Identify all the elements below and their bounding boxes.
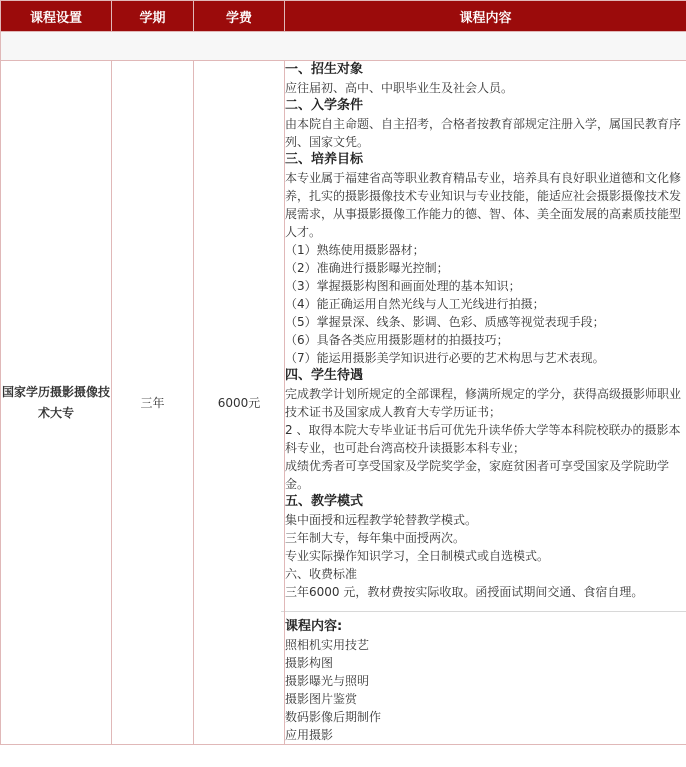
goal-item: （7）能运用摄影美学知识进行必要的艺术构思与艺术表现。: [285, 351, 605, 365]
section-text-goals: 本专业属于福建省高等职业教育精品专业，培养具有良好职业道德和文化修养，扎实的摄影摄像技术专业知识与专业技能，能适应社会摄影摄像技术发展需求，从事摄影摄像工作能力的德、智、体、美全面发展的高素质技能型人才。: [285, 171, 682, 239]
courses-title: 课程内容:: [285, 619, 343, 634]
course-item: 数码影像后期制作: [285, 710, 382, 724]
spacer-row: [1, 32, 686, 61]
section-text-enrollment: 应往届初、高中、中职毕业生及社会人员。: [285, 81, 514, 95]
section-text-fees: 三年6000 元，教材费按实际收取。函授面试期间交通、食宿自理。: [285, 585, 644, 599]
course-content: [285, 61, 686, 745]
section-title-benefits: 四、学生待遇: [285, 368, 364, 383]
course-name: 国家学历摄影摄像技术大专: [1, 61, 112, 745]
goal-item: （5）掌握景深、线条、影调、色彩、质感等视觉表现手段；: [285, 315, 605, 329]
spacer-cell: [1, 32, 686, 61]
goal-item: （1）熟练使用摄影器材；: [285, 243, 425, 257]
mode-line: 专业实际操作知识学习，全日制模式或自选模式。: [285, 549, 550, 563]
course-item: 应用摄影: [285, 728, 334, 742]
goal-item: （4）能正确运用自然光线与人工光线进行拍摄；: [285, 297, 545, 311]
course-years: 三年: [112, 61, 194, 745]
table-row: [1, 61, 686, 745]
header-fee: 学费: [194, 1, 285, 32]
section-title-enrollment: 一、招生对象: [285, 62, 364, 77]
section-title-admission: 二、入学条件: [285, 98, 364, 113]
benefit-line: 成绩优秀者可享受国家及学院奖学金，家庭贫困者可享受国家及学院助学金。: [285, 459, 670, 491]
benefit-line: 完成教学计划所规定的全部课程，修满所规定的学分，获得高级摄影师职业技术证书及国家成人教育大专学历证书；: [285, 387, 682, 419]
section-text-admission: 由本院自主命题、自主招考，合格者按教育部规定注册入学，属国民教育序列、国家文凭。: [285, 117, 682, 149]
goal-item: （3）掌握摄影构图和画面处理的基本知识；: [285, 279, 521, 293]
goal-item: （6）具备各类应用摄影题材的拍摄技巧；: [285, 333, 509, 347]
course-item: 摄影曝光与照明: [285, 674, 370, 688]
header-content: 课程内容: [285, 1, 686, 32]
course-item: 摄影图片鉴赏: [285, 692, 358, 706]
divider: [281, 611, 686, 612]
course-item: 照相机实用技艺: [285, 638, 370, 652]
section-title-mode: 五、教学模式: [285, 494, 364, 509]
goal-item: （2）准确进行摄影曝光控制；: [285, 261, 449, 275]
header-course: 课程设置: [1, 1, 112, 32]
mode-line: 三年制大专，每年集中面授两次。: [285, 531, 466, 545]
table-header-row: [1, 1, 686, 32]
section-title-fees: 六、收费标准: [285, 567, 358, 581]
header-years: 学期: [112, 1, 194, 32]
section-title-goals: 三、培养目标: [285, 152, 364, 167]
mode-line: 集中面授和远程教学轮替教学模式。: [285, 513, 478, 527]
benefit-line: 2 、取得本院大专毕业证书后可优先升读华侨大学等本科院校联办的摄影本科专业，也可赴台湾高校升读摄影本科专业；: [285, 423, 681, 455]
course-item: 摄影构图: [285, 656, 334, 670]
course-fee: 6000元: [194, 61, 285, 745]
